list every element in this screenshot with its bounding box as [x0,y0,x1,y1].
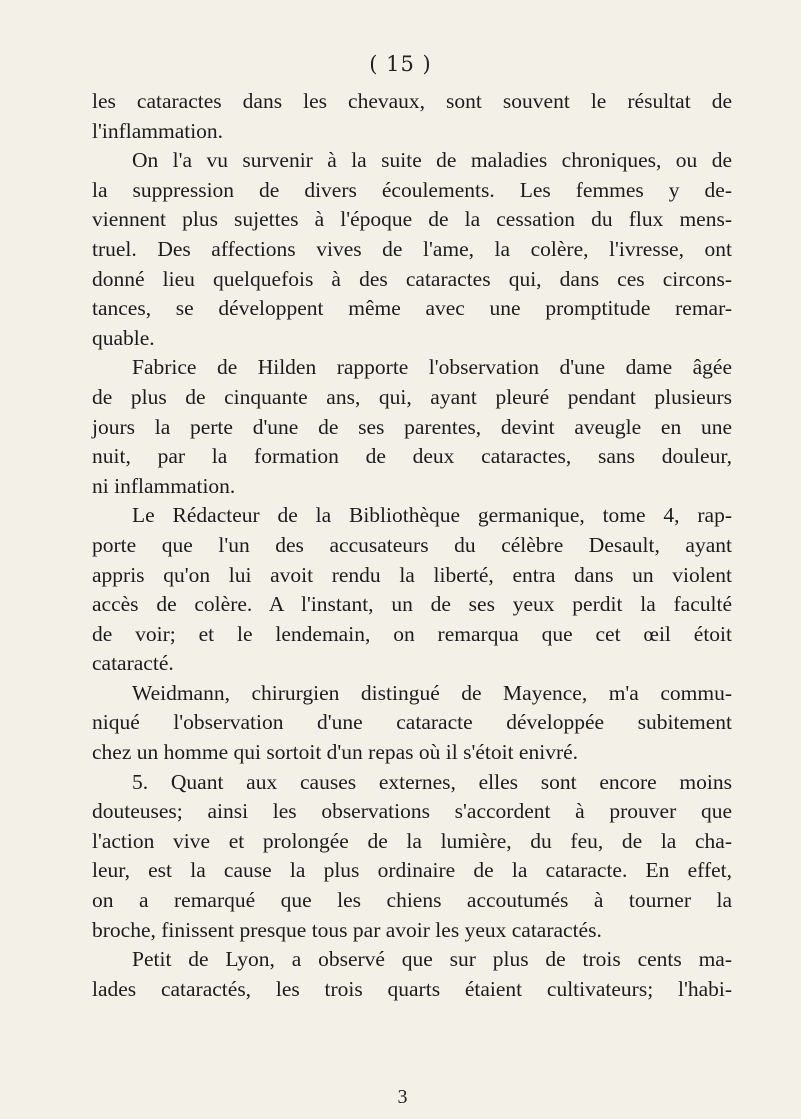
text-line: accès de colère. A l'instant, un de ses yeux perdit la faculté [92,592,732,617]
text-line: douteuses; ainsi les observations s'accordent à prouver que [92,799,732,824]
text-line: Weidmann, chirurgien distingué de Mayence, m'a commu- [132,680,732,705]
body-text [92,87,732,1004]
text-line: chez un homme qui sortoit d'un repas où il s'étoit enivré. [92,740,579,765]
text-line: on a remarqué que les chiens accoutumés à tourner la [92,888,732,913]
signature-mark [0,1086,801,1109]
text-line: Fabrice de Hilden rapporte l'observation d'une dame âgée [132,355,732,380]
text-line: de voir; et le lendemain, on remarqua que cet œil étoit [92,621,732,646]
text-line: l'action vive et prolongée de la lumière, du feu, de la cha- [92,828,732,853]
text-line: viennent plus sujettes à l'époque de la cessation du flux mens- [92,207,732,232]
text-line: l'inflammation. [92,118,224,143]
text-line: cataracté. [92,651,174,676]
text-line: Le Rédacteur de la Bibliothèque germanique, tome 4, rap- [132,503,732,528]
signature-mark-text: 3 [397,1086,408,1108]
text-line: jours la perte d'une de ses parentes, devint aveugle en une [92,414,732,439]
text-line: ni inflammation. [92,473,236,498]
text-line: 5. Quant aux causes externes, elles sont encore moins [132,769,732,794]
text-line: appris qu'on lui avoit rendu la liberté, entra dans un violent [92,562,732,587]
text-line: truel. Des affections vives de l'ame, la colère, l'ivresse, ont [92,236,732,261]
text-line: de plus de cinquante ans, qui, ayant pleuré pendant plusieurs [92,384,732,409]
text-line: la suppression de divers écoulements. Les femmes y de- [92,177,732,202]
text-line: lades cataractés, les trois quarts étaient cultivateurs; l'habi- [92,976,732,1001]
text-line: leur, est la cause la plus ordinaire de la cataracte. En effet, [92,858,732,883]
page-number: ( 15 ) [369,52,432,76]
text-line: On l'a vu survenir à la suite de maladies chroniques, ou de [132,148,732,173]
text-line: niqué l'observation d'une cataracte développée subitement [92,710,732,735]
text-line: Petit de Lyon, a observé que sur plus de trois cents ma- [132,947,732,972]
text-line: nuit, par la formation de deux cataractes, sans douleur, [92,444,732,469]
text-line: les cataractes dans les chevaux, sont souvent le résultat de [92,89,732,113]
text-line: broche, finissent presque tous par avoir les yeux cataractés. [92,917,602,942]
text-line: donné lieu quelquefois à des cataractes qui, dans ces circons- [92,266,732,291]
text-line: quable. [92,325,155,350]
text-line: tances, se développent même avec une promptitude remar- [92,296,732,321]
text-line: porte que l'un des accusateurs du célèbre Desault, ayant [92,532,732,557]
